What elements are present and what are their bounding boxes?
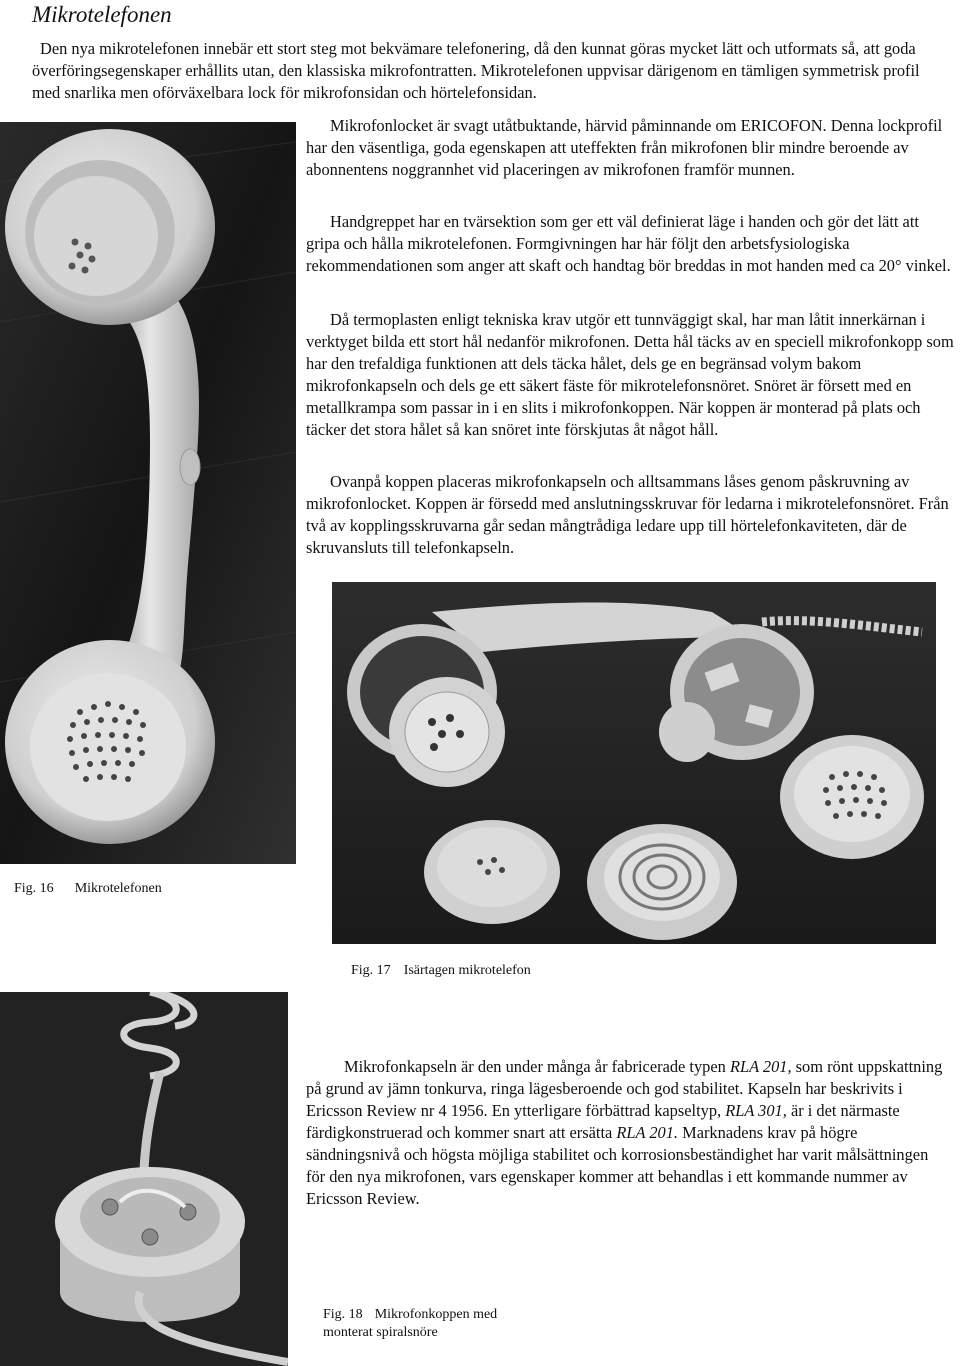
capsule-type-rla301: RLA 301, xyxy=(725,1101,787,1120)
fig17-caption xyxy=(351,962,531,980)
paragraph-microphone-cover: Mikrofonlocket är svagt utåtbuktande, härvid påminnande om ERICOFON. Denna lockprofil har den väsentliga, goda egenskapen att uteffekten från mikrofonen blir mindre beroende av abonnentens noggrannhet vid placeringen av mikrofonen framför munnen. xyxy=(306,116,943,179)
fig18-photo xyxy=(0,992,288,1366)
fig17-number: Fig. 17 xyxy=(351,963,391,978)
capsule-type-rla201-repeat: RLA 201. xyxy=(616,1123,679,1142)
capsule-text-3: är i det närmaste färdigkonstruerad och kommer snart att ersätta xyxy=(306,1101,900,1142)
capsule-text-1: Mikrofonkapseln är den under många år fabricerade typen xyxy=(344,1057,730,1076)
capsule-text-4: Marknadens krav på högre sändningsnivå och högsta möjliga stabilitet och korrosionsbeständighet har varit målsättningen för den nya mikrofonen, vars egenskaper kommer att behandlas i ett kommande nummer av Ericsson Review. xyxy=(306,1123,929,1208)
paragraph-capsule-assembly: Ovanpå koppen placeras mikrofonkapseln och alltsammans låses genom påskruvning av mikrofonlocket. Koppen är försedd med anslutningsskruvar för ledarna i mikrotelefonsnöret. Från två av kopplingsskruvarna går sedan mångtrådiga ledare upp till hörtelefonkaviteten, där de skruvansluts till telefonkapseln. xyxy=(306,472,949,557)
paragraph-handle: Handgreppet har en tvärsektion som ger ett väl definierat läge i handen och gör det lätt att gripa och hålla mikrotelefonen. Formgivningen har här följt den arbetsfysiologiska rekommendationen som anger att skaft och handtag bör breddas in mot handen med ca 20° vinkel. xyxy=(306,212,951,275)
fig18-number: Fig. 18 xyxy=(323,1307,363,1322)
intro-paragraph: Den nya mikrotelefonen innebär ett stort steg mot bekvämare telefonering, då den kunnat göras mycket lätt och utformats så, att goda överföringsegenskaper erhållits utan, den klassiska mikrofontratten. Mikrotelefonen uppvisar därigenom en tämligen symmetrisk profil med snarlika men oförväxelbara lock för mikrofonsidan och hörtelefonsidan. xyxy=(32,39,920,102)
paragraph-thermoplastic: Då termoplasten enligt tekniska krav utgör ett tunnväggigt skal, har man låtit innerkärnan i verktyget bilda ett stort hål nedanför mikrofonen. Detta hål täcks av en speciell mikrofonkopp som har den trefaldiga funktionen att dels täcka hålet, dels ge en begränsad volym bakom mikrofonkapseln och dels ge ett säkert fäste för mikrotelefonsnöret. Snöret är försett med en metallkrampa som passar in i en slits i mikrofonkoppen. När koppen är monterad på plats och täcker det stora hålet så kan snöret inte förskjutas åt något håll. xyxy=(306,310,954,439)
fig17-text: Isärtagen mikrotelefon xyxy=(403,963,531,978)
capsule-type-rla201: RLA 201, xyxy=(729,1057,792,1076)
capsule-text-2: som rönt uppskattning på grund av jämn tonkurva, ringa lägesberoende och god stabilitet. Kapseln har beskrivits i Ericsson Review nr 4 1956. En ytterligare förbättrad kapseltyp, xyxy=(306,1057,943,1120)
fig17-photo xyxy=(332,582,936,944)
paragraph-capsule-type xyxy=(306,1056,946,1210)
fig16-photo xyxy=(0,122,296,864)
fig18-text-line2: monterat spiralsnöre xyxy=(323,1325,438,1340)
fig18-caption xyxy=(323,1306,497,1342)
fig16-number: Fig. 16 xyxy=(14,881,54,896)
fig16-caption xyxy=(14,880,162,898)
fig18-text-line1: Mikrofonkoppen med xyxy=(374,1307,498,1322)
page-title: Mikrotelefonen xyxy=(32,2,172,27)
fig16-text: Mikrotelefonen xyxy=(74,881,162,896)
